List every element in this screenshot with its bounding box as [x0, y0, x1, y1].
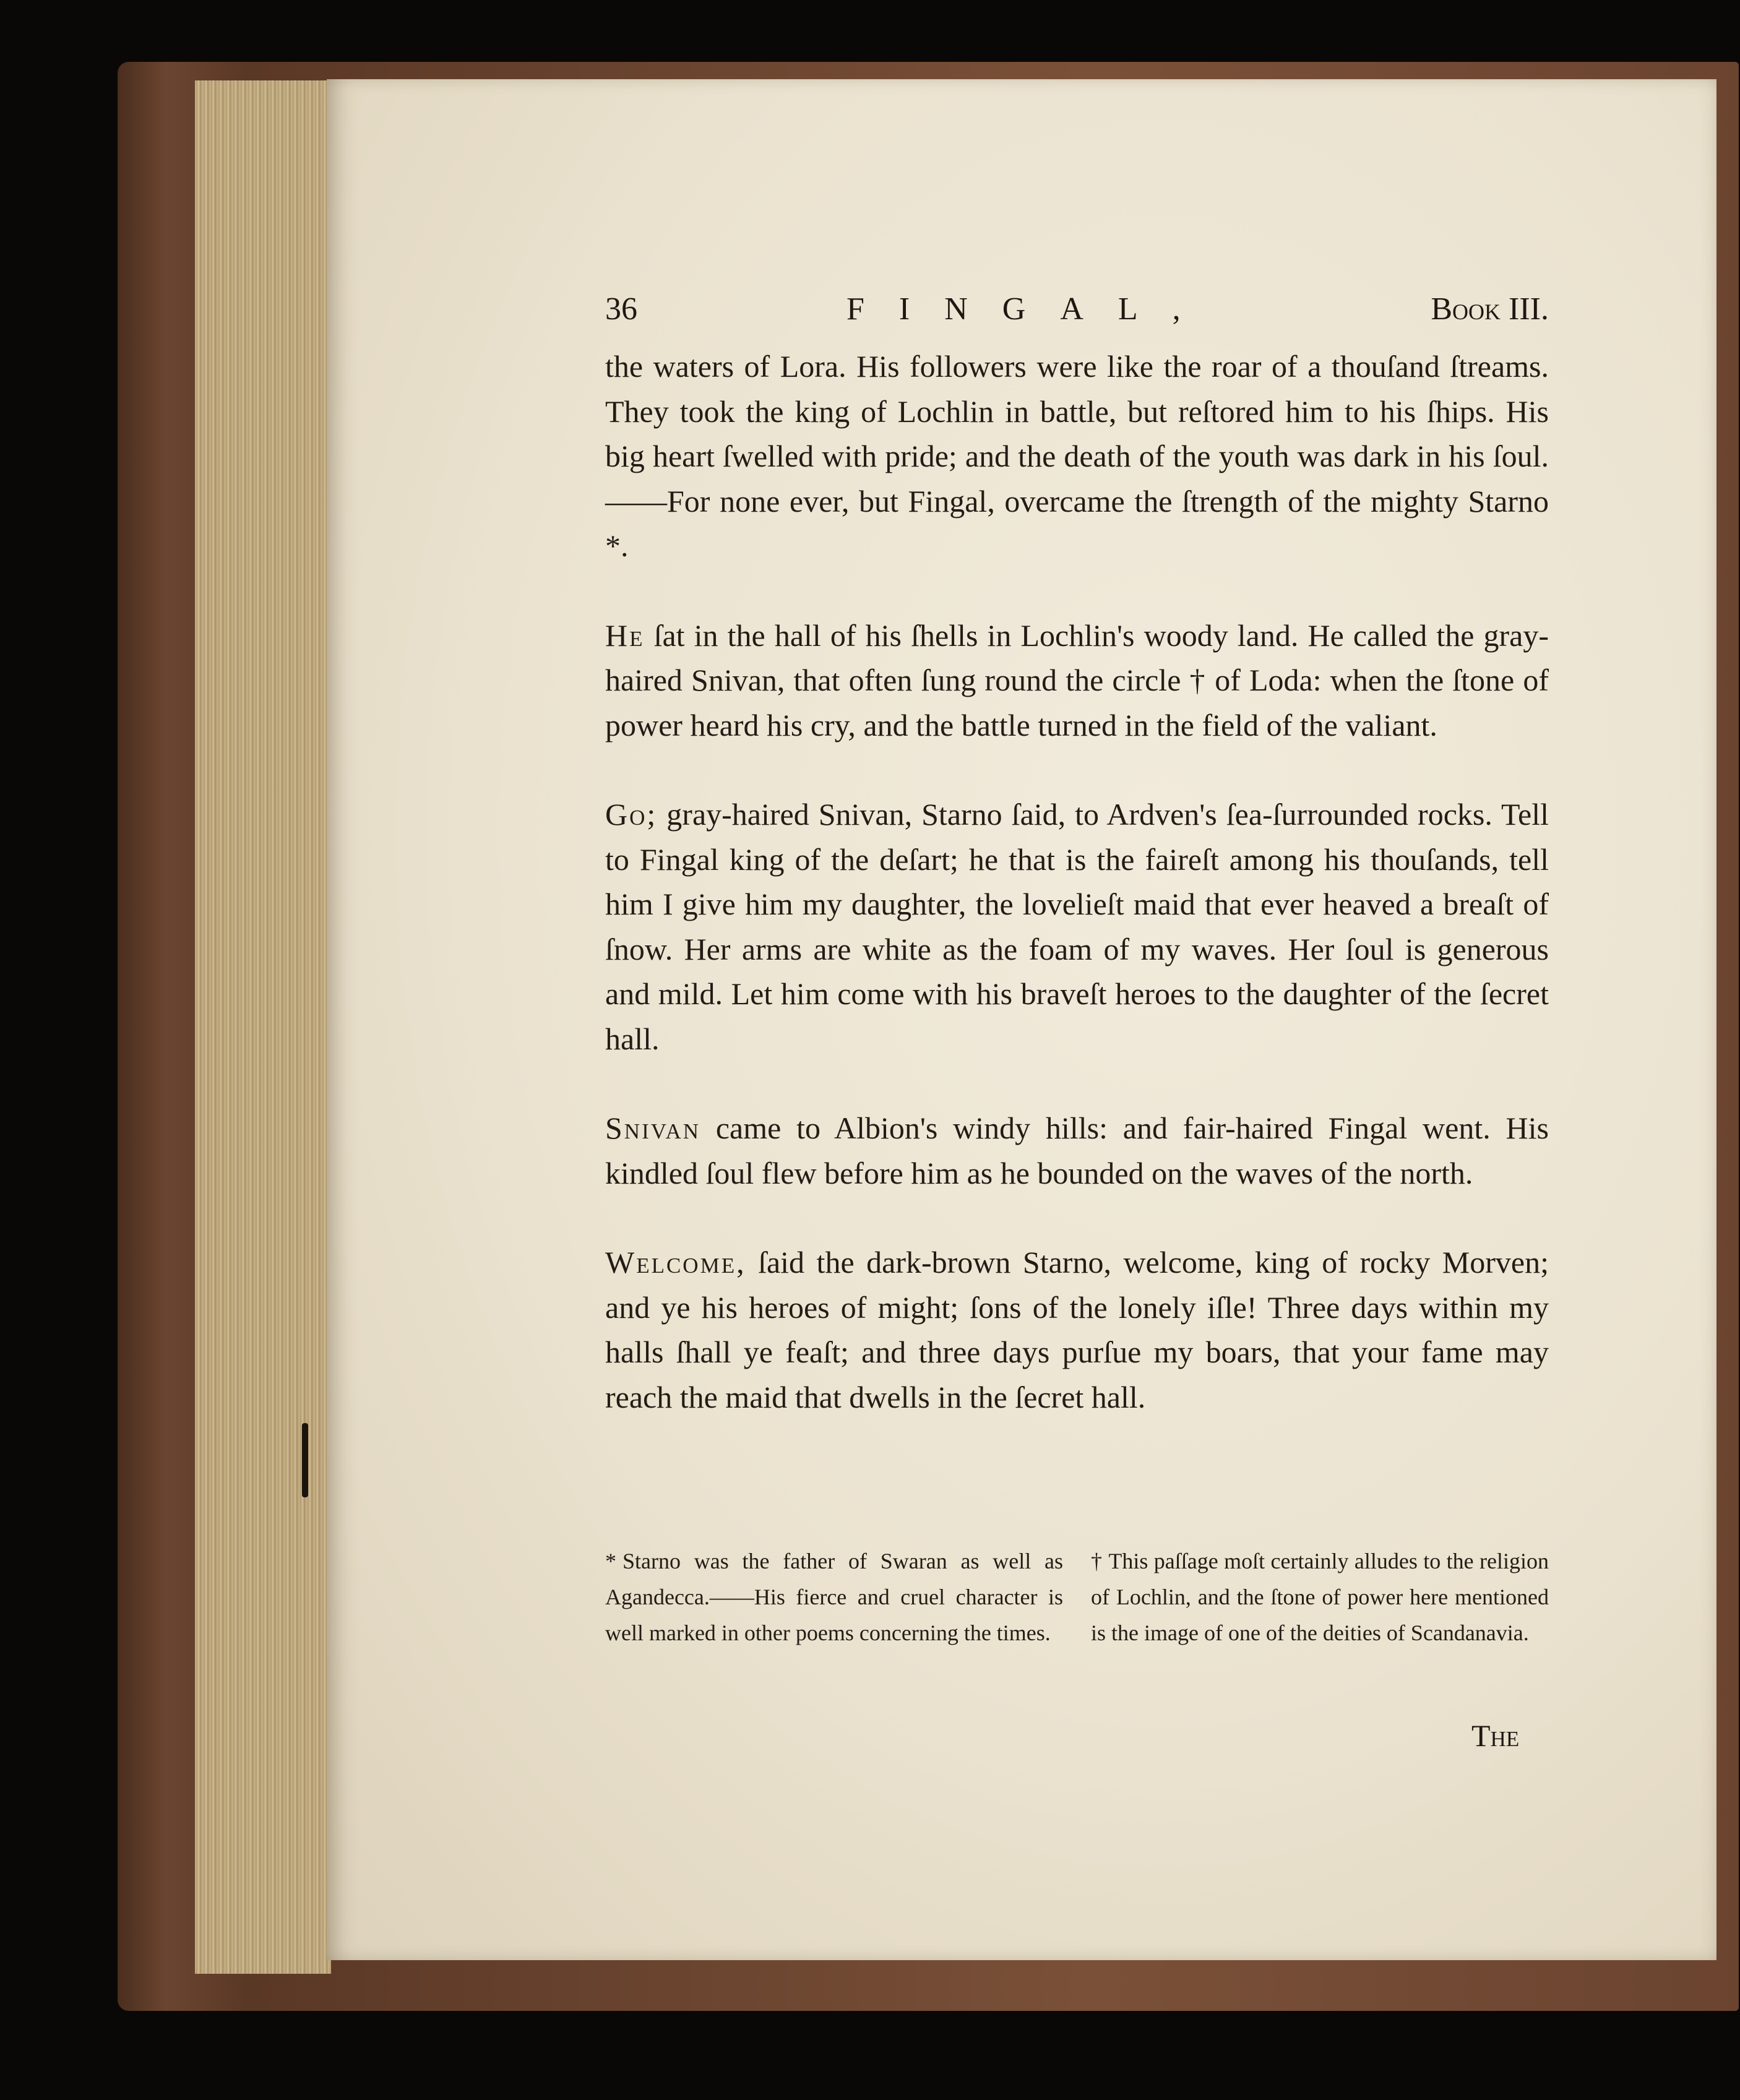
footnote-marker: *	[605, 1549, 616, 1573]
footnote-text: This paſſage moſt certainly alludes to the religion of Lochlin, and the ſtone of power here mentioned is the image of one of the deities of Scandanavia.	[1091, 1549, 1549, 1645]
paragraph	[605, 344, 1549, 569]
catchword: The	[1471, 1718, 1520, 1753]
paragraph	[605, 792, 1549, 1061]
paragraph-lead: Welcome,	[605, 1245, 746, 1280]
paragraph	[605, 613, 1549, 748]
book-title: FINGAL,	[846, 291, 1215, 327]
footnote-marker: †	[1091, 1549, 1103, 1573]
book-number: Book III.	[1431, 291, 1549, 327]
paragraph-text: came to Albion's windy hills: and fair-haired Fingal went. His kindled ſoul flew before him as he bounded on the waves of the north.	[605, 1111, 1549, 1190]
running-head	[605, 291, 1549, 334]
paragraph	[605, 1106, 1549, 1195]
page-edges	[195, 80, 331, 1974]
paragraph	[605, 1240, 1549, 1419]
paragraph-text: ſat in the hall of his ſhells in Lochlin's woody land. He called the gray-haired Snivan, that often ſung round the circle † of Loda: when the ſtone of power heard his cry, and the battle turned in the field of the valiant.	[605, 618, 1549, 742]
footnote	[605, 1543, 1063, 1651]
paragraph-text: ſaid the dark-brown Starno, welcome, king of rocky Morven; and ye his heroes of might; ſons of the lonely iſle! Three days within my halls ſhall ye feaſt; and three days purſue my boars, that your fame may reach the maid that dwells in the ſecret hall.	[605, 1245, 1549, 1414]
footnote-text: Starno was the father of Swaran as well as Agandecca.——His fierce and cruel character is well marked in other poems concerning the times.	[605, 1549, 1063, 1645]
page-number: 36	[605, 291, 637, 327]
paragraph-text: the waters of Lora. His followers were like the roar of a thouſand ſtreams. They took the king of Lochlin in battle, but reſtored him to his ſhips. His big heart ſwelled with pride; and the death of the youth was dark in his ſoul.——For none ever, but Fingal, overcame the ſtrength of the mighty Starno *.	[605, 349, 1549, 563]
paragraph-text: gray-haired Snivan, Starno ſaid, to Ardven's ſea-ſurrounded rocks. Tell to Fingal king of the deſart; he that is the faireſt among his thouſands, tell him I give him my daughter, the lovelieſt maid that ever heaved a breaſt of ſnow. Her arms are white as the foam of my waves. Her ſoul is generous and mild. Let him come with his braveſt heroes to the daughter of the ſecret hall.	[605, 797, 1549, 1056]
bookmark-ribbon	[302, 1423, 308, 1497]
paragraph-lead: He	[605, 618, 645, 653]
footnote	[1091, 1543, 1549, 1651]
paragraph-lead: Go;	[605, 797, 658, 832]
footnotes	[605, 1543, 1549, 1651]
paragraph-lead: Snivan	[605, 1111, 701, 1145]
body-text	[605, 344, 1549, 1419]
